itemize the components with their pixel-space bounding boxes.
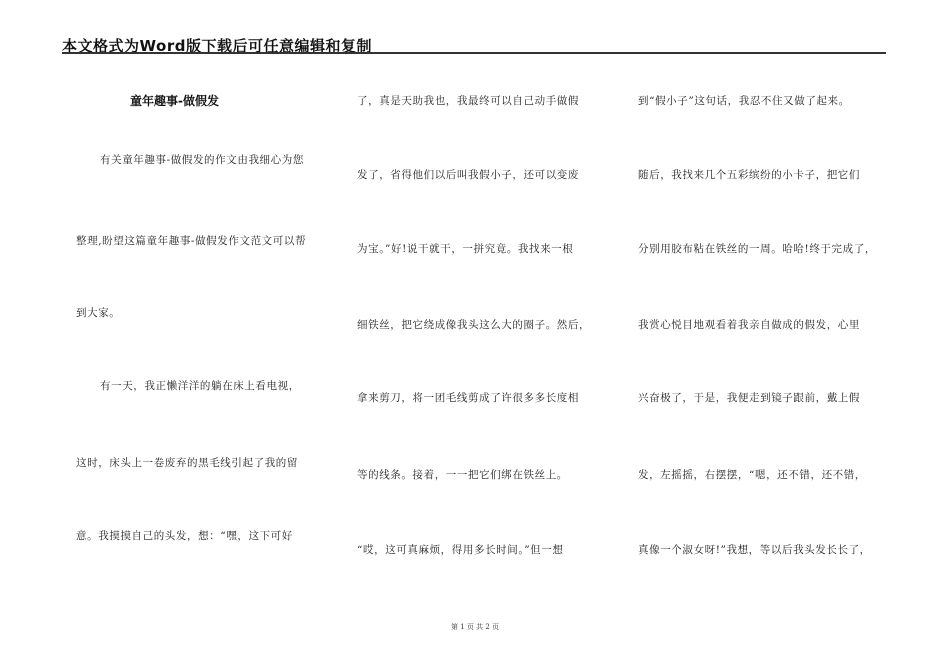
article-title: 童年趣事-做假发: [130, 94, 219, 108]
text-line: 了，真是天助我也，我最终可以自己动手做假: [357, 95, 579, 107]
text-line: 分别用胶布粘在铁丝的一周。哈哈!终于完成了，: [638, 243, 876, 255]
text-line: 意。我摸摸自己的头发，想：“嘿，这下可好: [76, 530, 293, 542]
text-line: 等的线条。接着，一一把它们绑在铁丝上。: [357, 469, 568, 481]
text-line: 有一天，我正懒洋洋的躺在床上看电视，: [100, 380, 300, 392]
text-line: 到大家。: [76, 307, 121, 319]
text-line: 随后，我找来几个五彩缤纷的小卡子，把它们: [638, 169, 860, 181]
page-number: 第 1 页 共 2 页: [450, 623, 500, 631]
text-column-2: [357, 0, 607, 672]
text-line: 发，左摇摇，右摆摆，“嗯，还不错，还不错，: [638, 469, 866, 481]
text-line: 为宝。”好!说干就干，一拼究竟。我找来一根: [357, 243, 574, 255]
text-column-3: [638, 0, 890, 672]
text-line: 到“假小子”这句话，我忍不住又做了起来。: [638, 95, 850, 107]
text-line: “哎，这可真麻烦，得用多长时间。”但一想: [357, 544, 564, 556]
text-line: 兴奋极了，于是，我便走到镜子跟前，戴上假: [638, 392, 860, 404]
text-line: 发了，省得他们以后叫我假小子，还可以变废: [357, 169, 579, 181]
text-line: 细铁丝，把它绕成像我头这么大的圈子。然后，: [357, 319, 591, 331]
text-line: 这时，床头上一卷废弃的黑毛线引起了我的留: [76, 457, 298, 469]
text-line: 拿来剪刀，将一团毛线剪成了许很多多长度相: [357, 392, 579, 404]
page-header-title: 本文格式为Word版下载后可任意编辑和复制: [62, 37, 372, 55]
text-line: 整理,盼望这篇童年趣事-做假发作文范文可以帮: [76, 235, 307, 247]
text-line: 我赏心悦目地观看着我亲自做成的假发，心里: [638, 319, 860, 331]
text-line: 有关童年趣事-做假发的作文由我细心为您: [100, 154, 304, 166]
text-column-1: [76, 0, 326, 672]
text-line: 真像一个淑女呀!”我想，等以后我头发长长了，: [638, 544, 871, 556]
